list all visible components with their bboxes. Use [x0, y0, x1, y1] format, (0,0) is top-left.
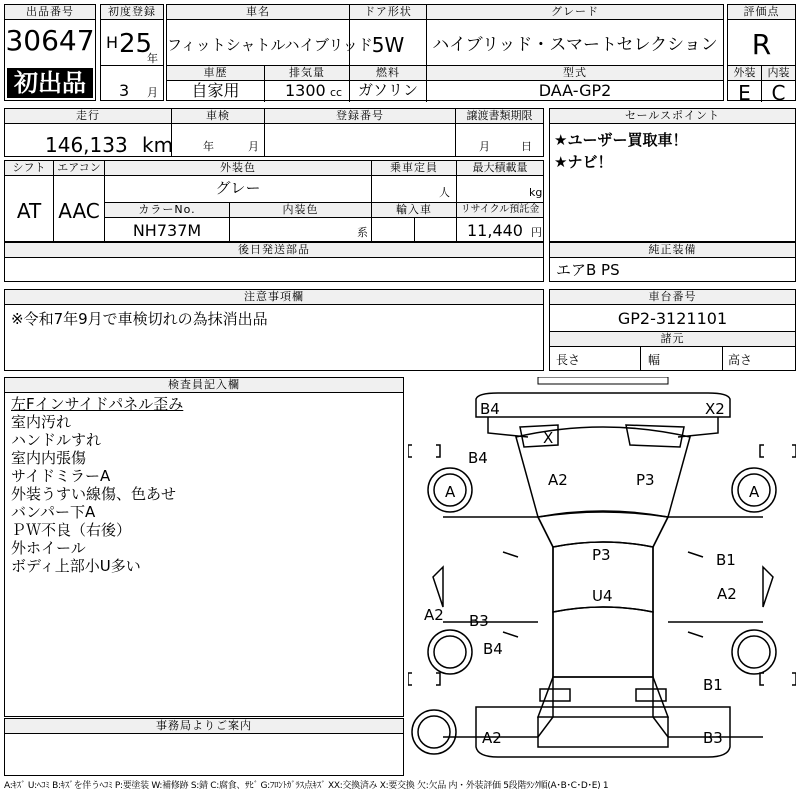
mark-front-left: B4 — [480, 400, 500, 418]
inspector-item: 外装うすい線傷、色あせ — [11, 485, 177, 503]
inspector-item: 室内汚れ — [11, 413, 72, 431]
inspector-item: ボディ上部小U多い — [11, 557, 141, 575]
transfer-label: 譲渡書類期限 — [456, 109, 543, 124]
later-parts-box — [4, 242, 544, 282]
car-info-box — [166, 4, 724, 101]
insp-month-unit: 月 — [248, 140, 259, 153]
ac-label: エアコン — [54, 161, 104, 176]
mileage-row — [4, 108, 544, 157]
year-unit: 年 — [147, 52, 158, 65]
transfer-month-unit: 月 — [479, 140, 490, 153]
chassis-box — [549, 289, 796, 371]
mark-hood-a2: A2 — [548, 471, 568, 489]
sales-point-1: ★ユーザー買取車！ — [554, 131, 688, 149]
equipment-label: 純正装備 — [550, 243, 795, 258]
transfer-day-unit: 日 — [521, 140, 532, 153]
era: H — [106, 33, 119, 52]
model: DAA-GP2 — [538, 81, 612, 100]
first-reg-box — [100, 4, 164, 101]
mark-roof-p3: P3 — [592, 546, 611, 564]
office-box — [4, 718, 404, 776]
first-reg-label: 初度登録 — [101, 5, 163, 20]
load-label: 最大積載量 — [457, 161, 543, 176]
shift: AT — [16, 199, 42, 223]
car-name-label: 車名 — [167, 5, 349, 20]
chassis-number: GP2-3121101 — [617, 309, 728, 328]
fuel-label: 燃料 — [350, 66, 426, 81]
score: R — [751, 28, 772, 61]
ext-color-label: 外装色 — [105, 161, 371, 176]
mark-right-a2: A2 — [717, 585, 737, 603]
car-diagram — [408, 377, 796, 775]
bracket-marks-bottom — [408, 673, 796, 685]
roof-rear-shape — [553, 607, 653, 677]
caution-box — [4, 289, 544, 371]
interior-score: C — [771, 81, 786, 105]
office-label: 事務局よりご案内 — [5, 719, 403, 734]
legend: A:ｷｽﾞ U:ﾍｺﾐ B:ｷｽﾞを伴うﾍｺﾐ P:要塗装 W:補修跡 S:錆 C:腐食、ｻﾋﾞ G:ﾌﾛﾝﾄｶﾞﾗｽ点ｷｽﾞ XX:交換済み X:要交換 欠:欠品 内・外装評価 5段階ﾗﾝｸ順(A･B･C･D･E) 1 — [4, 781, 609, 791]
grade: ハイブリッド・スマートセレクション — [432, 35, 718, 55]
month: 3 — [119, 81, 130, 100]
inspector-item: サイドミラーA — [11, 467, 111, 485]
front-bumper-shape — [476, 393, 730, 417]
inspector-item: 左Fインサイドパネル歪み — [11, 395, 184, 413]
shift-label: シフト — [5, 161, 53, 176]
displacement-label: 排気量 — [265, 66, 349, 81]
inspector-item: 外ホイール — [11, 539, 86, 557]
color-no-label: カラーNo. — [105, 203, 229, 218]
mark-hood-p3: P3 — [636, 471, 655, 489]
mileage-unit: km — [142, 133, 174, 157]
displacement-unit: cc — [330, 86, 343, 99]
caution-text: ※令和7年9月で車検切れの為抹消出品 — [11, 310, 268, 328]
sales-point-label: セールスポイント — [550, 109, 795, 124]
year: 25 — [119, 29, 153, 59]
width-label: 幅 — [648, 353, 661, 367]
mark-rear-a2: A2 — [482, 729, 502, 747]
door: 5W — [371, 33, 405, 57]
grade-label: グレード — [427, 5, 723, 20]
insp-year-unit: 年 — [203, 140, 214, 153]
equipment-box — [549, 242, 796, 282]
mark-right-b1: B1 — [716, 551, 736, 569]
int-color-label: 内装色 — [230, 203, 371, 218]
mark-wheel-fr: A — [749, 483, 760, 501]
height-label: 高さ — [728, 353, 753, 367]
mark-rear-b3: B3 — [703, 729, 723, 747]
damage-marks — [424, 400, 760, 747]
rear-shape — [538, 677, 668, 747]
caution-label: 注意事項欄 — [5, 290, 543, 305]
exterior-score: E — [738, 81, 751, 105]
mark-wheel-fl: A — [445, 483, 456, 501]
mileage-label: 走行 — [5, 109, 171, 124]
recycle-label: リサイクル預託金 — [457, 203, 543, 218]
fuel: ガソリン — [357, 81, 418, 99]
mark-rear-right-b1: B1 — [703, 676, 723, 694]
dims-label: 諸元 — [550, 332, 795, 347]
later-parts-label: 後日発送部品 — [5, 243, 543, 258]
displacement: 1300 — [285, 81, 326, 100]
mark-windshield: X — [543, 429, 554, 447]
ac: AAC — [58, 199, 100, 223]
history: 自家用 — [191, 81, 240, 100]
bracket-marks-top — [408, 445, 796, 457]
mark-hood-left: B4 — [468, 449, 488, 467]
ext-color: グレー — [215, 179, 261, 197]
capacity-label: 乗車定員 — [372, 161, 456, 176]
mark-roof-u4: U4 — [592, 587, 613, 605]
score-box — [727, 4, 796, 105]
mark-front-right: X2 — [705, 400, 725, 418]
model-label: 型式 — [427, 66, 723, 81]
recycle: 11,440 — [467, 221, 523, 240]
history-label: 車歴 — [167, 66, 264, 81]
color-no: NH737M — [132, 221, 202, 240]
lot-label: 出品番号 — [5, 5, 95, 20]
spec-row — [4, 160, 544, 242]
inspector-box — [4, 377, 404, 717]
interior-label: 内装 — [762, 66, 795, 81]
capacity-unit: 人 — [439, 186, 450, 199]
inspector-item: ＰＷ不良（右後） — [11, 521, 132, 539]
score-label: 評価点 — [728, 5, 795, 20]
chassis-label: 車台番号 — [550, 290, 795, 305]
load-unit: kg — [529, 186, 543, 199]
car-diagram-svg — [408, 377, 796, 775]
reg-no-label: 登録番号 — [265, 109, 455, 124]
first-listing-badge: 初出品 — [7, 68, 93, 98]
rear-bumper-shape — [476, 707, 730, 757]
recycle-unit: 円 — [531, 226, 542, 239]
lot-box — [4, 4, 96, 101]
mark-left-a2: A2 — [424, 606, 444, 624]
month-unit: 月 — [147, 86, 158, 99]
int-color-unit: 系 — [357, 226, 368, 239]
car-name: フィットシャトルハイブリッド — [167, 36, 373, 54]
equipment: エアB PS — [556, 261, 620, 279]
inspection-label: 車検 — [172, 109, 264, 124]
lot-number: 30647 — [5, 24, 95, 57]
exterior-label: 外装 — [728, 66, 761, 81]
diagram-tab — [538, 377, 668, 384]
mark-left-b3: B3 — [469, 612, 489, 630]
inspector-item: 室内内張傷 — [11, 449, 87, 467]
mark-rear-left-b4: B4 — [483, 640, 503, 658]
inspector-label: 検査員記入欄 — [5, 378, 403, 393]
door-label: ドア形状 — [350, 5, 426, 20]
import-label: 輸入車 — [372, 203, 456, 218]
mileage: 146,133 — [45, 133, 128, 157]
sales-point-2: ★ナビ！ — [554, 153, 613, 171]
sales-point-box — [549, 108, 796, 242]
inspector-item: バンパー下A — [11, 503, 96, 521]
length-label: 長さ — [556, 353, 581, 367]
inspector-item: ハンドルすれ — [11, 431, 102, 449]
